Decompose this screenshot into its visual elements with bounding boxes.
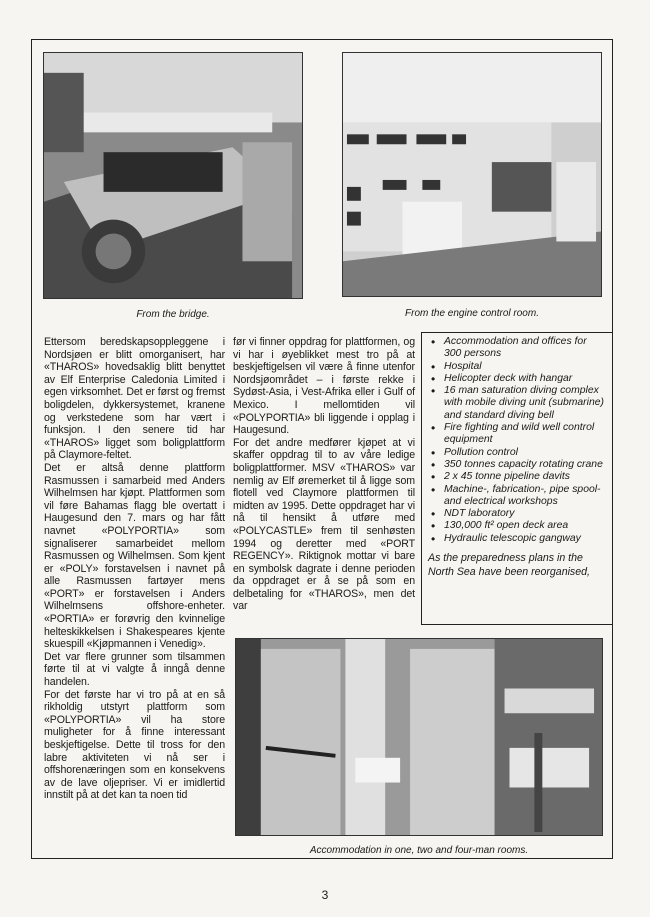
english-summary-start: As the preparedness plans in the North Sea have been reorganised, [428, 552, 590, 579]
paragraph: For det første har vi tro på at en så rikholdig utstyrt plattform som «POLYPORTIA» vil ha store muligheter for å finne interessant beskjeftigelse. Dette til tross for den labre aktiviteten vi nå ser i offshorenæringen som en konsekvens av de lave oljepriser. Vi er imidlertid innstilt på at det kan ta noen tid [44, 688, 225, 802]
feature-item: • Machine-, fabrication-, pipe spool- and electrical workshops [444, 484, 606, 509]
features-box [421, 332, 613, 625]
engine-room-photo [342, 52, 602, 297]
feature-item: • Hydraulic telescopic gangway [444, 533, 606, 545]
feature-item: • 16 man saturation diving complex with mobile diving unit (submarine) and standard diving bell [444, 385, 606, 422]
feature-item: • 2 x 45 tonne pipeline davits [444, 471, 606, 483]
page-number: 3 [321, 888, 329, 902]
feature-item: • NDT laboratory [444, 508, 606, 520]
paragraph: Det var flere grunner som tilsammen førte til at vi valgte å inngå denne handelen. [44, 650, 225, 689]
article-column-1 [44, 336, 225, 802]
features-list [428, 336, 606, 545]
feature-item: • 130,000 ft² open deck area [444, 520, 606, 532]
article-column-2 [233, 336, 415, 613]
paragraph: Ettersom beredskapsoppleggene i Nordsjøen er blitt omorganisert, har «THAROS» hovedsaklig blitt benyttet av Elf Enterprise Caledonia Limited i egen virksomhet. Det er først og fremst boligdelen, dykkersystemet, kranene og verkstedene som har vært i funksjon. I den senere tid har «THAROS» ligget som boligplattform på Claymore-feltet. [44, 336, 225, 462]
feature-item: • Accommodation and offices for 300 persons [444, 336, 606, 361]
bridge-caption: From the bridge. [136, 309, 210, 320]
bridge-photo [43, 52, 303, 299]
paragraph: Det er altså denne plattform Rasmussen i samarbeid med Anders Wilhelmsen har kjøpt. Plattformen som vil føre Bahamas flagg ble overtatt i Haugesund den 7. mars og har fått navnet «POLYPORTIA» som signaliserer samarbeidet mellom Rasmussen og Wilhelmsen. Som kjent er «POLY» forstavelsen i navnet på alle Rasmussen fartøyer mens «PORT» er forstavelsen i Anders Wilhelmsens offshore-enheter. «PORTIA» er forøvrig den kvinnelige helteskikkelsen i Shakespeares kjente skuespill «Kjøpmannen i Venedig». [44, 461, 225, 651]
engine-room-caption: From the engine control room. [405, 308, 539, 319]
feature-item: • Fire fighting and wild well control equipment [444, 422, 606, 447]
feature-item: • 350 tonnes capacity rotating crane [444, 459, 606, 471]
paragraph: før vi finner oppdrag for plattformen, og vi har i øyeblikket mest tro på at beskjeftigelsen vil være å finne utenfor Nordsjøområdet – i første rekke i Sydøst-Asia, i Vest-Afrika eller i Gulf of Mexico. I mellomtiden vil «POLYPORTIA» bli liggende i opplag i Haugesund. [233, 336, 415, 437]
paragraph: For det andre medfører kjøpet at vi skaffer oppdrag til to av våre ledige boligplattformer. MSV «THAROS» var nemlig av Elf øremerket til å ligge som flotell ved Claymore plattformen til midten av 1995. Dette oppdraget har vi nå til hensikt å utføre med «POLYCASTLE» frem til senhøsten 1994 og deretter med «PORT REGENCY». Riktignok mottar vi bare en symbolsk dagrate i denne perioden da oppdraget er å se på som en delbetaling for «THAROS», men det var [233, 436, 415, 613]
accommodation-caption: Accommodation in one, two and four-man rooms. [309, 845, 529, 856]
feature-item: • Helicopter deck with hangar [444, 373, 606, 385]
feature-item: • Pollution control [444, 447, 606, 459]
feature-item: • Hospital [444, 361, 606, 373]
accommodation-photo [235, 638, 603, 836]
